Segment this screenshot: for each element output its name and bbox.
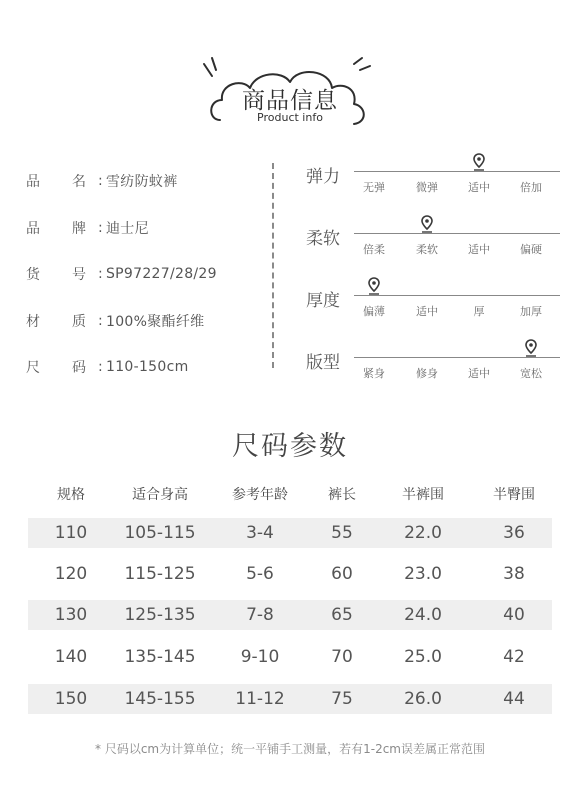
rating-option: 修身 (416, 367, 438, 380)
table-cell: 75 (331, 689, 353, 709)
rating-softness (306, 224, 556, 272)
section-subtitle: Product info (257, 111, 323, 124)
info-key-char: 名 (72, 174, 86, 191)
info-value: 110-150cm (106, 359, 189, 376)
section-title: 商品信息 (242, 88, 338, 114)
column-header: 参考年龄 (232, 487, 288, 503)
rating-label: 柔软 (306, 229, 340, 249)
info-value: 迪士尼 (106, 220, 149, 237)
measurement-footnote: * 尺码以cm为计算单位；统一平铺手工测量，若有1-2cm误差属正常范围 (95, 742, 485, 756)
table-cell: 22.0 (404, 523, 442, 543)
rating-option: 倍加 (520, 181, 542, 194)
rating-option: 宽松 (520, 367, 542, 380)
column-header: 半裤围 (402, 487, 444, 503)
table-cell: 38 (503, 564, 525, 584)
column-header: 半臀围 (493, 487, 535, 503)
rating-option: 厚 (473, 305, 485, 318)
table-row (28, 559, 552, 589)
table-cell: 150 (54, 689, 88, 709)
dashed-divider (272, 163, 274, 368)
info-key-char: 材 (26, 313, 40, 330)
table-cell: 26.0 (404, 689, 442, 709)
table-cell: 115-125 (124, 564, 196, 584)
rating-option: 微弹 (416, 181, 438, 194)
rating-option: 偏薄 (363, 305, 385, 318)
table-cell: 110 (54, 523, 88, 543)
table-cell: 25.0 (404, 647, 442, 667)
table-cell: 24.0 (404, 605, 442, 625)
rating-option: 倍柔 (363, 243, 385, 256)
table-cell: 36 (503, 523, 525, 543)
info-key-char: 号 (72, 267, 86, 284)
info-separator: : (98, 359, 103, 376)
rating-scale-line (354, 171, 560, 172)
rating-label: 厚度 (306, 291, 340, 311)
info-separator: : (98, 219, 103, 236)
rating-option: 偏硬 (520, 243, 542, 256)
location-pin-icon (368, 277, 380, 299)
location-pin-icon (525, 339, 537, 361)
table-cell: 60 (331, 564, 353, 584)
info-value: 雪纺防蚊裤 (106, 174, 178, 191)
rating-scale-line (354, 295, 560, 296)
table-cell: 65 (331, 605, 353, 625)
info-row-name (26, 158, 266, 205)
rating-option: 适中 (416, 305, 438, 318)
table-cell: 44 (503, 689, 525, 709)
rating-thickness (306, 286, 556, 334)
info-row-brand (26, 205, 266, 252)
table-cell: 7-8 (246, 605, 274, 625)
table-cell: 23.0 (404, 564, 442, 584)
table-row (28, 684, 552, 714)
location-pin-icon (421, 215, 433, 237)
table-cell: 105-115 (124, 523, 196, 543)
column-header: 裤长 (328, 487, 356, 503)
table-row (28, 600, 552, 630)
info-key-char: 品 (26, 174, 40, 191)
rating-option: 柔软 (416, 243, 438, 256)
rating-elasticity (306, 162, 556, 210)
table-cell: 130 (54, 605, 88, 625)
info-key-char: 码 (72, 360, 86, 377)
product-info-list (26, 158, 266, 391)
column-header: 规格 (57, 487, 85, 503)
product-info-header (0, 40, 580, 140)
info-key-char: 品 (26, 220, 40, 237)
table-cell: 120 (54, 564, 88, 584)
table-cell: 70 (331, 647, 353, 667)
table-cell: 125-135 (124, 605, 196, 625)
rating-fit (306, 348, 556, 396)
info-row-size (26, 344, 266, 391)
size-table-header (28, 484, 552, 508)
table-cell: 140 (54, 647, 88, 667)
table-cell: 11-12 (235, 689, 285, 709)
info-value: 100%聚酯纤维 (106, 313, 205, 330)
info-key-char: 货 (26, 267, 40, 284)
column-header: 适合身高 (132, 487, 188, 503)
info-row-material (26, 298, 266, 345)
info-key-char: 尺 (26, 360, 40, 377)
rating-option: 加厚 (520, 305, 542, 318)
rating-option: 适中 (468, 181, 490, 194)
location-pin-icon (473, 153, 485, 175)
info-key-char: 牌 (72, 220, 86, 237)
table-cell: 9-10 (240, 647, 280, 667)
table-row (28, 642, 552, 672)
rating-label: 版型 (306, 353, 340, 373)
rating-scale-line (354, 233, 560, 234)
rating-label: 弹力 (306, 167, 340, 187)
table-cell: 145-155 (124, 689, 196, 709)
table-cell: 40 (503, 605, 525, 625)
size-chart-title: 尺码参数 (232, 431, 348, 462)
info-separator: : (98, 173, 103, 190)
table-cell: 55 (331, 523, 353, 543)
rating-option: 适中 (468, 367, 490, 380)
rating-option: 紧身 (363, 367, 385, 380)
rating-option: 无弹 (363, 181, 385, 194)
info-value: SP97227/28/29 (106, 266, 217, 283)
rating-option: 适中 (468, 243, 490, 256)
info-separator: : (98, 312, 103, 329)
table-cell: 135-145 (124, 647, 196, 667)
table-cell: 3-4 (246, 523, 274, 543)
info-key-char: 质 (72, 313, 86, 330)
info-separator: : (98, 266, 103, 283)
table-cell: 5-6 (246, 564, 274, 584)
table-cell: 42 (503, 647, 525, 667)
table-row (28, 518, 552, 548)
info-row-sku (26, 251, 266, 298)
